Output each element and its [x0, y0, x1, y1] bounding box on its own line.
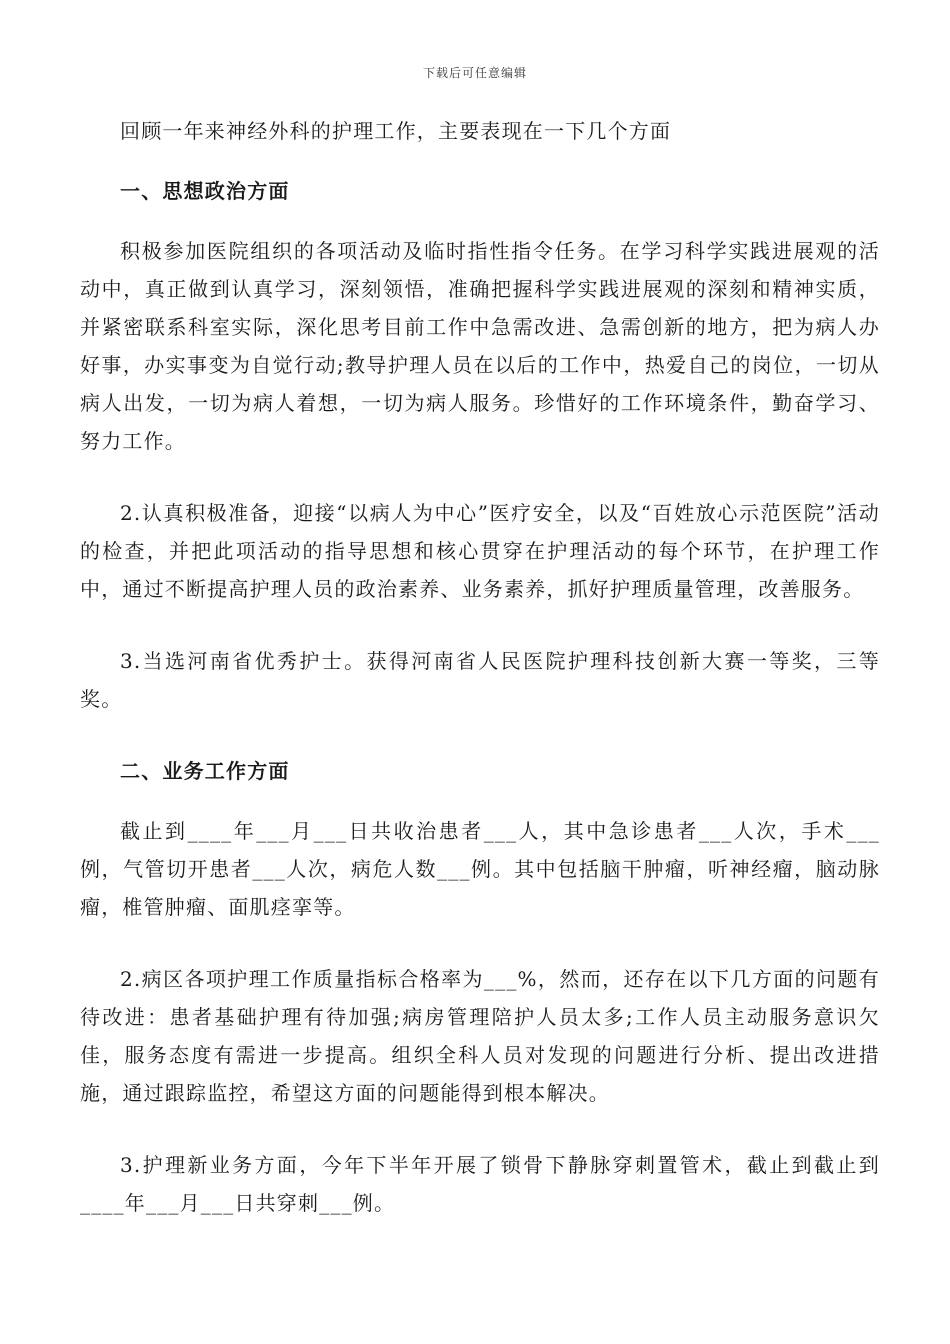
section-2-heading: 二、业务工作方面	[120, 759, 290, 783]
intro-paragraph: 回顾一年来神经外科的护理工作，主要表现在一下几个方面	[120, 119, 672, 143]
section-1-paragraph-2: 2.认真积极准备，迎接“以病人为中心”医疗安全，以及“百姓放心示范医院”活动的检查，并把此项活动的指导思想和核心贯穿在护理活动的每个环节，在护理工作中，通过不断提高护理人员的政治素养、业务素养，抓好护理质量管理，改善服务。	[80, 501, 880, 601]
section-1-paragraph-3: 3.当选河南省优秀护士。获得河南省人民医院护理科技创新大赛一等奖，三等奖。	[80, 649, 880, 711]
section-1-heading: 一、思想政治方面	[120, 179, 290, 203]
section-2-paragraph-3: 3.护理新业务方面，今年下半年开展了锁骨下静脉穿刺置管术，截止到截止到____年___月___日共穿刺___例。	[80, 1153, 880, 1215]
header-note: 下载后可任意编辑	[422, 66, 527, 80]
section-1-paragraph-1: 积极参加医院组织的各项活动及临时指性指令任务。在学习科学实践进展观的活动中，真正做到认真学习，深刻领悟，准确把握科学实践进展观的深刻和精神实质，并紧密联系科室实际，深化思考目前工作中急需改进、急需创新的地方，把为病人办好事，办实事变为自觉行动;教导护理人员在以后的工作中，热爱自己的岗位，一切从病人出发，一切为病人着想，一切为病人服务。珍惜好的工作环境条件，勤奋学习、努力工作。	[80, 239, 880, 453]
section-2-paragraph-1: 截止到____年___月___日共收治患者___人，其中急诊患者___人次，手术___例，气管切开患者___人次，病危人数___例。其中包括脑干肿瘤，听神经瘤，脑动脉瘤，椎管肿瘤、面肌痉挛等。	[80, 819, 880, 919]
document-body	[80, 112, 880, 1222]
section-2-paragraph-2: 2.病区各项护理工作质量指标合格率为___%，然而，还存在以下几方面的问题有待改进：患者基础护理有待加强;病房管理陪护人员太多;工作人员主动服务意识欠佳，服务态度有需进一步提高。组织全科人员对发现的问题进行分析、提出改进措施，通过跟踪监控，希望这方面的问题能得到根本解决。	[80, 967, 880, 1105]
